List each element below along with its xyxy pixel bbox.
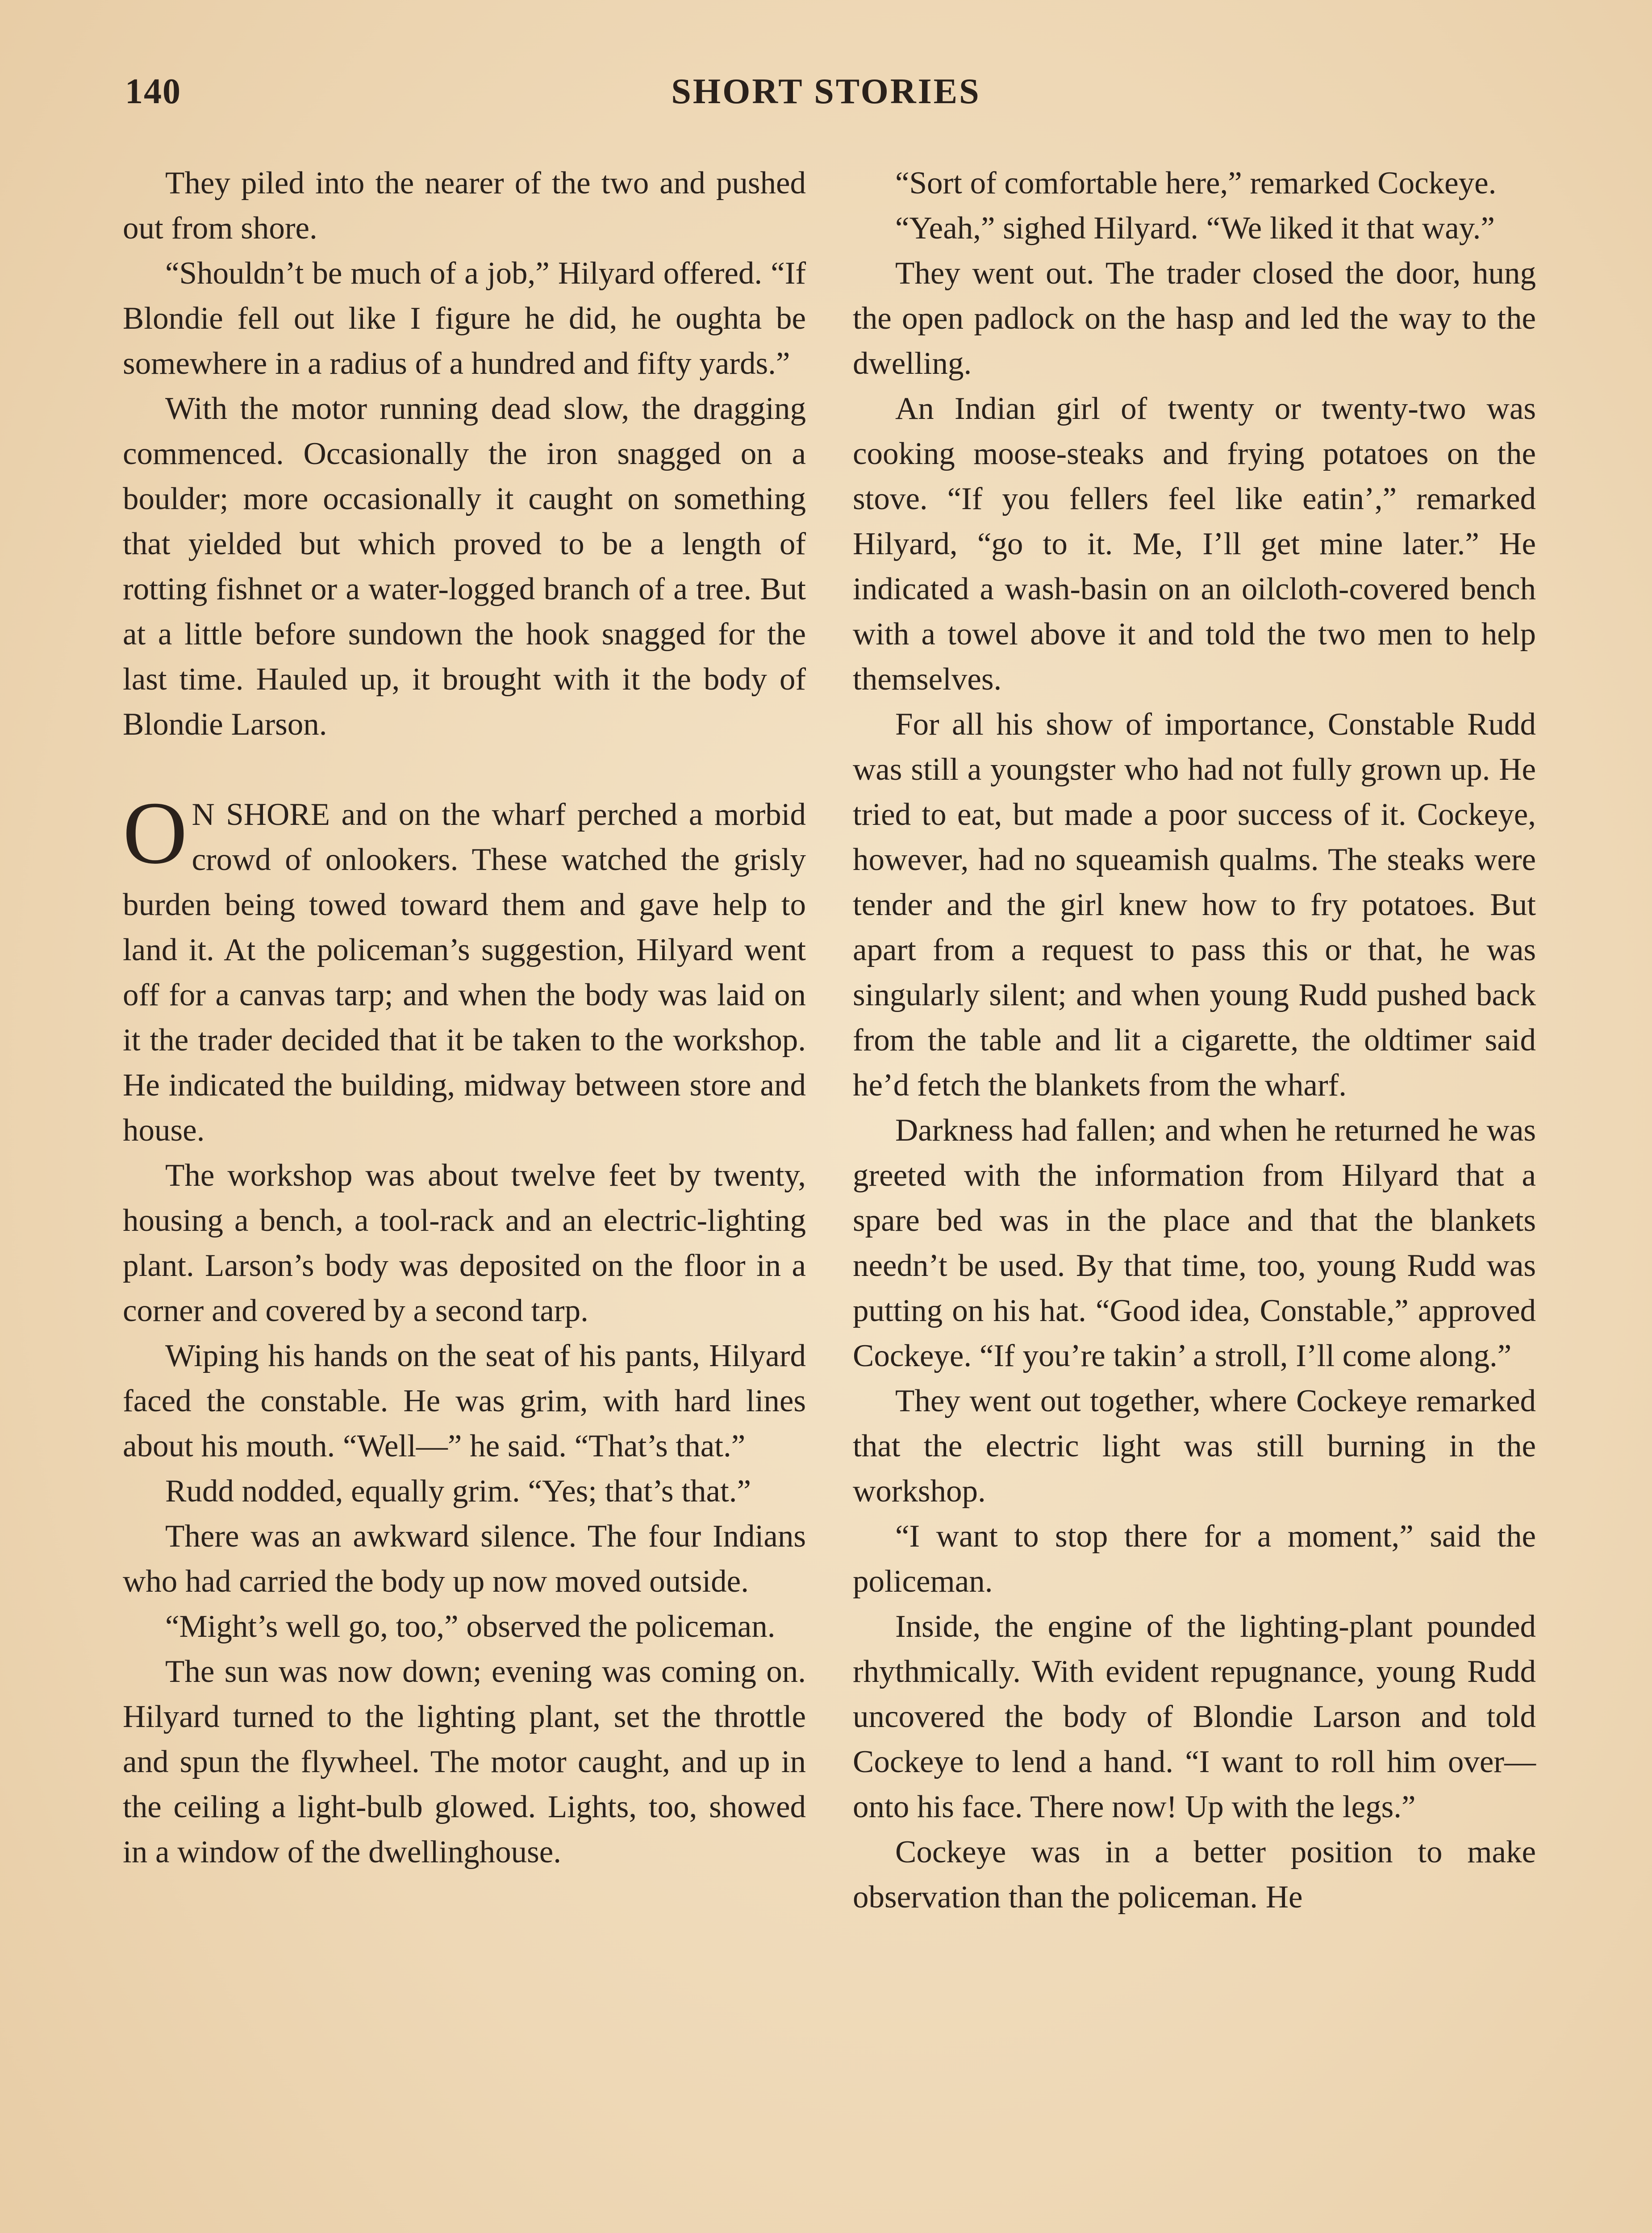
paragraph: An Indian girl of twenty or twenty-two was cooking moose-steaks and frying potatoes on the stove. “If you fellers feel like eatin’,” remarked Hilyard, “go to it. Me, I’ll get mine later.” He indicated a wash-basin on an oilcloth-covered bench with a towel above it and told the two men to help themselves. bbox=[853, 391, 1536, 697]
paragraph: They went out together, where Cockeye remarked that the electric light was still burning in the workshop. bbox=[853, 1384, 1536, 1509]
running-head: SHORT STORIES bbox=[671, 72, 981, 111]
left-column bbox=[123, 161, 806, 1875]
right-column bbox=[853, 161, 1536, 1920]
paragraph: “Shouldn’t be much of a job,” Hilyard offered. “If Blondie fell out like I figure he did, he oughta be somewhere in a radius of a hundred and fifty yards.” bbox=[123, 256, 806, 381]
drop-cap: O bbox=[123, 784, 188, 882]
paragraph: They went out. The trader closed the door, hung the open padlock on the hasp and led the way to the dwelling. bbox=[853, 256, 1536, 381]
paragraph: They piled into the nearer of the two and pushed out from shore. bbox=[123, 166, 806, 246]
page-number: 140 bbox=[125, 72, 181, 111]
paragraph: Darkness had fallen; and when he returned he was greeted with the information from Hilyard that a spare bed was in the place and that the blankets needn’t be used. By that time, too, young Rudd was putting on his hat. “Good idea, Constable,” approved Cockeye. “If you’re takin’ a stroll, I’ll come along.” bbox=[853, 1113, 1536, 1373]
paragraph: Inside, the engine of the lighting-plant pounded rhythmically. With evident repugnance, young Rudd uncovered the body of Blondie Larson and told Cockeye to lend a hand. “I want to roll him over— onto his face. There now! Up with the legs.” bbox=[853, 1609, 1536, 1824]
dropcap-paragraph-text: N SHORE and on the wharf perched a morbid crowd of onlookers. These watched the grisly burden being towed toward them and gave help to land it. At the policeman’s suggestion, Hilyard went off for a canvas tarp; and when the body was laid on it the trader decided that it be taken to the workshop. He indicated the building, midway between store and house. bbox=[123, 797, 806, 1148]
paragraph: “Might’s well go, too,” observed the policeman. bbox=[165, 1609, 776, 1644]
paragraph: Cockeye was in a better position to make observation than the policeman. He bbox=[853, 1835, 1536, 1915]
paragraph: The sun was now down; evening was coming on. Hilyard turned to the lighting plant, set the throttle and spun the flywheel. The motor caught, and up in the ceiling a light-bulb glowed. Lights, too, showed in a window of the dwellinghouse. bbox=[123, 1654, 806, 1869]
paragraph: There was an awkward silence. The four Indians who had carried the body up now moved outside. bbox=[123, 1519, 806, 1599]
paragraph: Wiping his hands on the seat of his pants, Hilyard faced the constable. He was grim, with hard lines about his mouth. “Well—” he said. “That’s that.” bbox=[123, 1338, 806, 1464]
paragraph: Rudd nodded, equally grim. “Yes; that’s that.” bbox=[165, 1474, 751, 1509]
paragraph: “I want to stop there for a moment,” said the policeman. bbox=[853, 1519, 1536, 1599]
paragraph: “Sort of comfortable here,” remarked Cockeye. bbox=[895, 166, 1497, 201]
paragraph: The workshop was about twelve feet by twenty, housing a bench, a tool-rack and an electric-lighting plant. Larson’s body was deposited on the floor in a corner and covered by a second tarp. bbox=[123, 1158, 806, 1328]
dropcap-paragraph bbox=[123, 784, 806, 1153]
paragraph: For all his show of importance, Constable Rudd was still a youngster who had not fully grown up. He tried to eat, but made a poor success of it. Cockeye, however, had no squeamish qualms. The steaks were tender and the girl knew how to fry potatoes. But apart from a request to pass this or that, he was singularly silent; and when young Rudd pushed back from the table and lit a cigarette, the oldtimer said he’d fetch the blankets from the wharf. bbox=[853, 707, 1536, 1103]
paragraph: “Yeah,” sighed Hilyard. “We liked it that way.” bbox=[895, 211, 1495, 246]
paragraph: With the motor running dead slow, the dragging commenced. Occasionally the iron snagged on a boulder; more occasionally it caught on something that yielded but which proved to be a length of rotting fishnet or a water-logged branch of a tree. But at a little before sundown the hook snagged for the last time. Hauled up, it brought with it the body of Blondie Larson. bbox=[123, 391, 806, 742]
